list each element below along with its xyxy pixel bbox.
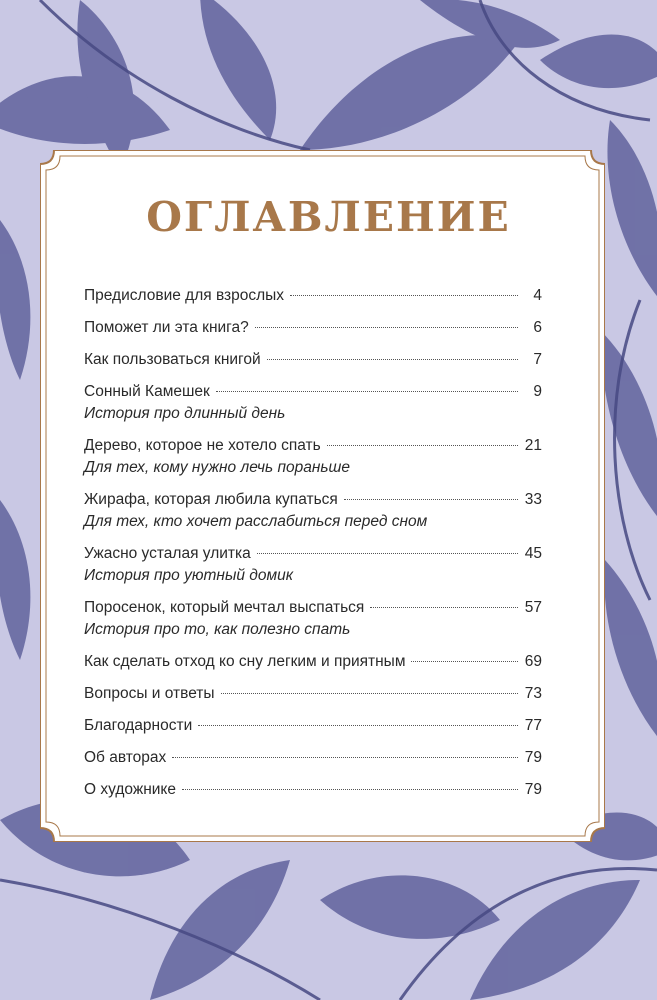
toc-entry bbox=[84, 350, 542, 370]
toc-entry bbox=[84, 684, 542, 704]
toc-entry-label: Ужасно усталая улитка bbox=[84, 545, 251, 562]
toc-entry-subtitle: История про то, как полезно спать bbox=[84, 621, 351, 638]
dot-leader bbox=[255, 327, 518, 328]
toc-entry bbox=[84, 652, 542, 672]
toc-entry-label: Предисловие для взрослых bbox=[84, 287, 285, 304]
page-title: ОГЛАВЛЕНИЕ bbox=[146, 193, 511, 241]
toc-entry-label: Как сделать отход ко сну легким и приятным bbox=[84, 653, 406, 670]
toc-entry-page: 57 bbox=[524, 599, 542, 616]
dot-leader bbox=[411, 661, 518, 662]
toc-entry-label: О художнике bbox=[84, 781, 177, 798]
toc-entry-page: 4 bbox=[533, 287, 542, 304]
toc-entry-page: 21 bbox=[524, 437, 542, 454]
dot-leader bbox=[327, 445, 518, 446]
dot-leader bbox=[182, 789, 518, 790]
toc-entry-label: Сонный Камешек bbox=[84, 383, 210, 400]
toc-entry-label: Вопросы и ответы bbox=[84, 685, 215, 702]
toc-entry bbox=[84, 748, 542, 768]
toc-entry-label: Благодарности bbox=[84, 717, 193, 734]
toc-entry-label: Как пользоваться книгой bbox=[84, 351, 261, 368]
dot-leader bbox=[257, 553, 518, 554]
toc-entry-page: 45 bbox=[524, 545, 542, 562]
dot-leader bbox=[172, 757, 518, 758]
toc-entry-subtitle: История про уютный домик bbox=[84, 567, 294, 584]
toc-entry bbox=[84, 598, 542, 640]
toc-entry bbox=[84, 382, 542, 424]
table-of-contents bbox=[84, 286, 542, 812]
toc-entry-label: Дерево, которое не хотело спать bbox=[84, 437, 321, 454]
toc-entry-page: 73 bbox=[524, 685, 542, 702]
toc-entry bbox=[84, 780, 542, 800]
dot-leader bbox=[216, 391, 518, 392]
dot-leader bbox=[221, 693, 518, 694]
toc-entry-subtitle: История про длинный день bbox=[84, 405, 286, 422]
toc-entry-label: Жирафа, которая любила купаться bbox=[84, 491, 338, 508]
toc-entry-page: 9 bbox=[533, 383, 542, 400]
toc-entry bbox=[84, 286, 542, 306]
dot-leader bbox=[290, 295, 518, 296]
toc-entry-page: 69 bbox=[524, 653, 542, 670]
toc-entry bbox=[84, 716, 542, 736]
dot-leader bbox=[267, 359, 518, 360]
toc-entry bbox=[84, 490, 542, 532]
toc-entry bbox=[84, 544, 542, 586]
dot-leader bbox=[344, 499, 518, 500]
toc-entry bbox=[84, 318, 542, 338]
dot-leader bbox=[198, 725, 518, 726]
toc-entry-page: 79 bbox=[524, 781, 542, 798]
toc-entry-page: 77 bbox=[524, 717, 542, 734]
toc-entry-subtitle: Для тех, кто хочет расслабиться перед сном bbox=[84, 513, 428, 530]
toc-entry-page: 79 bbox=[524, 749, 542, 766]
toc-entry-label: Поможет ли эта книга? bbox=[84, 319, 249, 336]
toc-entry-subtitle: Для тех, кому нужно лечь пораньше bbox=[84, 459, 351, 476]
toc-entry bbox=[84, 436, 542, 478]
dot-leader bbox=[370, 607, 518, 608]
toc-entry-label: Поросенок, который мечтал выспаться bbox=[84, 599, 365, 616]
toc-entry-page: 7 bbox=[533, 351, 542, 368]
toc-entry-label: Об авторах bbox=[84, 749, 167, 766]
toc-entry-page: 6 bbox=[533, 319, 542, 336]
toc-entry-page: 33 bbox=[524, 491, 542, 508]
